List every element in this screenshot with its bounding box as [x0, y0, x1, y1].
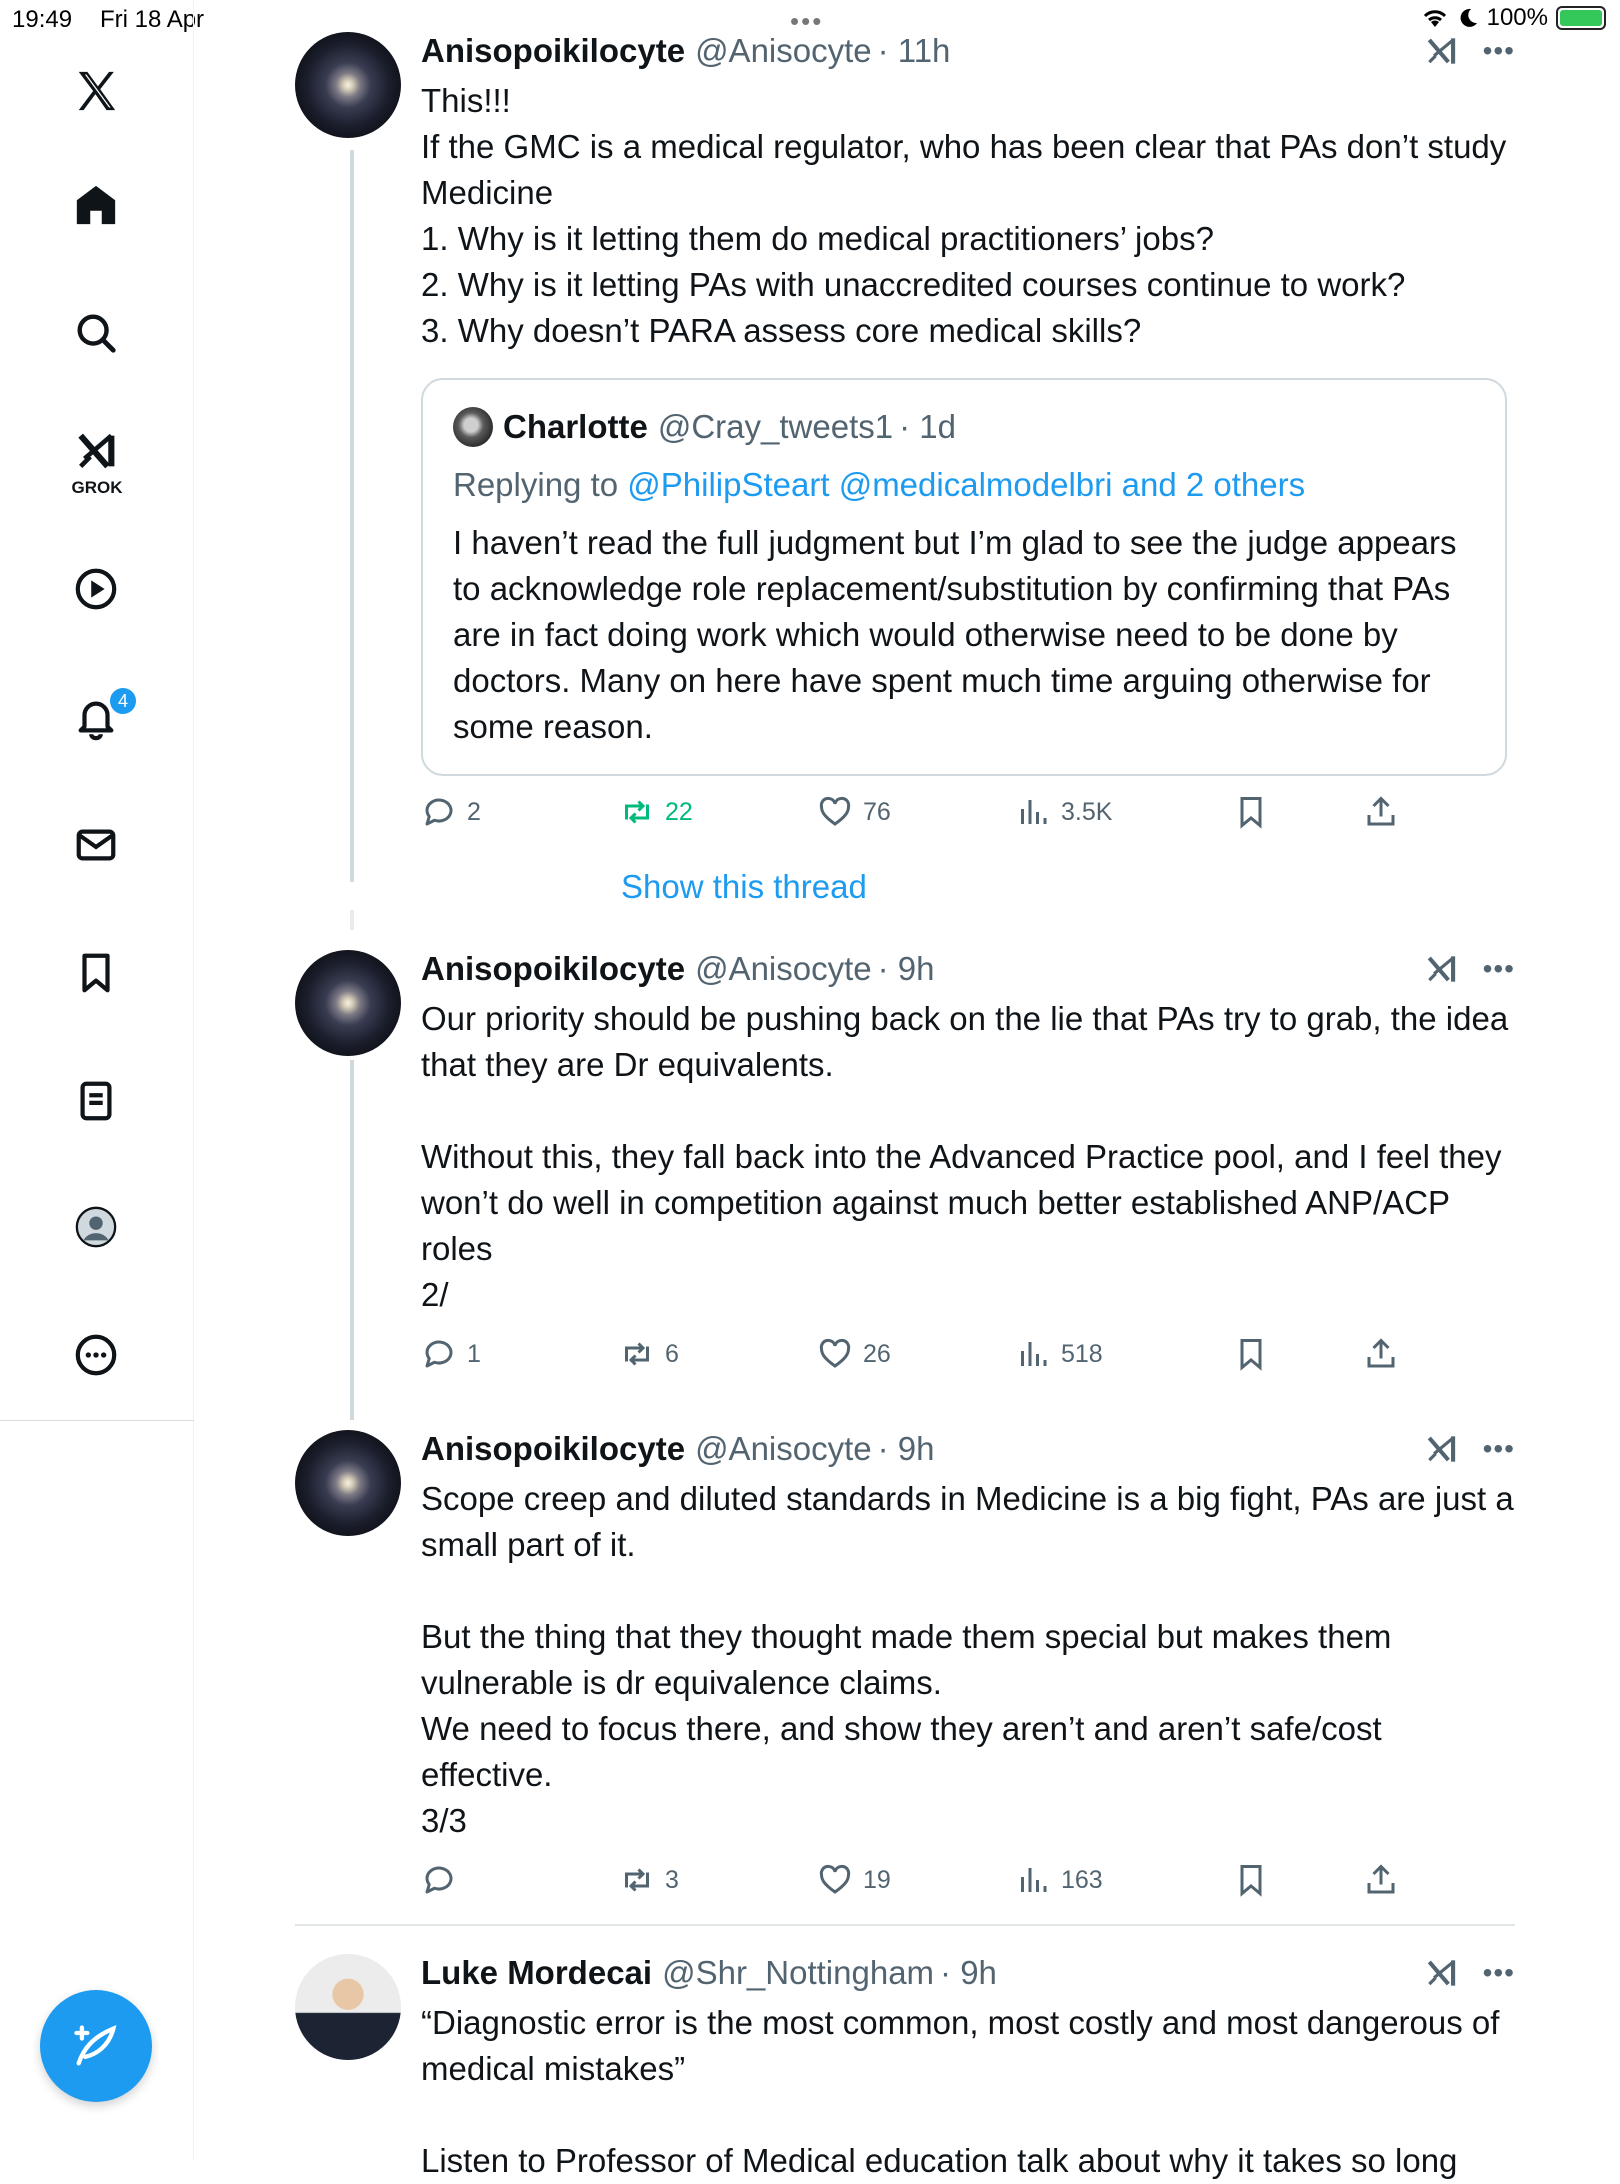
views-chart-icon	[1015, 1862, 1051, 1898]
profile-avatar-icon[interactable]	[65, 1196, 127, 1258]
timestamp[interactable]: · 9h	[877, 1430, 935, 1467]
grok-icon[interactable]	[65, 420, 127, 482]
more-options-icon[interactable]	[65, 1324, 127, 1386]
repost-button[interactable]	[619, 794, 693, 830]
author-name[interactable]: Anisopoikilocyte	[421, 32, 686, 69]
repost-icon	[619, 794, 655, 830]
repost-count: 22	[665, 797, 693, 826]
repost-icon	[619, 1336, 655, 1372]
timestamp[interactable]: · 11h	[877, 32, 951, 69]
bookmark-icon	[1233, 1336, 1269, 1372]
quoted-author-handle: @Cray_tweets1	[657, 408, 894, 445]
reply-icon	[421, 794, 457, 830]
repost-count: 3	[665, 1865, 679, 1894]
replying-to-links[interactable]: @PhilipSteart @medicalmodelbri and 2 others	[627, 466, 1306, 503]
video-play-icon[interactable]	[65, 558, 127, 620]
like-button[interactable]	[817, 1336, 891, 1372]
like-count: 76	[863, 797, 891, 826]
tweet-tools	[1423, 32, 1515, 70]
notification-badge: 4	[108, 686, 138, 716]
like-button[interactable]	[817, 1862, 891, 1898]
avatar[interactable]	[295, 1430, 401, 1536]
action-bar	[421, 1862, 1515, 1922]
author-name[interactable]: Luke Mordecai	[421, 1954, 653, 1991]
more-options-icon[interactable]: •••	[1482, 1433, 1515, 1464]
repost-count: 6	[665, 1339, 679, 1368]
quoted-text: I haven’t read the full judgment but I’m glad to see the judge appears to acknowledge role replacement/substitution by confirming that PAs are in fact doing work which would otherwise need to be done by doctors. Many on here have spent much time arguing otherwise for some reason.	[453, 524, 1457, 745]
lists-icon[interactable]	[65, 1070, 127, 1132]
like-count: 19	[863, 1865, 891, 1894]
tweet-header	[421, 1430, 1515, 1476]
timestamp[interactable]: · 9h	[940, 1954, 997, 1991]
tweet-header	[421, 950, 1515, 996]
like-count: 26	[863, 1339, 891, 1368]
author-handle[interactable]: @Anisocyte	[695, 1430, 872, 1467]
timeline-feed	[195, 0, 1620, 2179]
tweet-tools	[1423, 1430, 1515, 1468]
grok-explain-icon[interactable]	[1423, 1430, 1461, 1468]
grok-label: GROK	[71, 478, 123, 497]
bookmarks-icon[interactable]	[65, 942, 127, 1004]
bookmark-button[interactable]	[1233, 1336, 1269, 1372]
avatar[interactable]	[295, 1954, 401, 2060]
share-button[interactable]	[1363, 1862, 1399, 1898]
reply-button[interactable]	[421, 1336, 481, 1372]
views-count: 3.5K	[1061, 797, 1113, 826]
author-handle[interactable]: @Anisocyte	[695, 32, 872, 69]
tweet-text: Our priority should be pushing back on the lie that PAs try to grab, the idea that they are Dr equivalents. Without this, they fall back into the Advanced Practice pool, and I feel they won’t do well in competition against much better established ANP/ACP roles 2/	[421, 1000, 1509, 1313]
heart-icon	[817, 1862, 853, 1898]
like-button[interactable]	[817, 794, 891, 830]
heart-icon	[817, 794, 853, 830]
tweet-tools	[1423, 1954, 1515, 1992]
search-icon[interactable]	[65, 302, 127, 364]
quoted-tweet[interactable]	[421, 378, 1507, 776]
bookmark-button[interactable]	[1233, 1862, 1269, 1898]
tweet-text: This!!! If the GMC is a medical regulator, who has been clear that PAs don’t study Medicine 1. Why is it letting them do medical practitioners’ jobs? 2. Why is it letting PAs with unaccredited courses continue to work? 3. Why doesn’t PARA assess core medical skills?	[421, 82, 1507, 349]
author-name[interactable]: Anisopoikilocyte	[421, 1430, 686, 1467]
views-button[interactable]	[1015, 794, 1112, 830]
home-icon[interactable]	[65, 174, 127, 236]
sidebar	[0, 0, 194, 2160]
battery-percent: 100%	[1486, 4, 1548, 31]
author-name[interactable]: Anisopoikilocyte	[421, 950, 686, 987]
replying-to	[453, 462, 1475, 508]
share-icon	[1363, 1336, 1399, 1372]
thread-line-gap	[350, 910, 354, 930]
views-count: 518	[1061, 1339, 1103, 1368]
views-button[interactable]	[1015, 1336, 1103, 1372]
reply-count: 1	[467, 1339, 481, 1368]
grok-explain-icon[interactable]	[1423, 32, 1461, 70]
grok-explain-icon[interactable]	[1423, 1954, 1461, 1992]
bookmark-button[interactable]	[1233, 794, 1269, 830]
share-button[interactable]	[1363, 1336, 1399, 1372]
messages-envelope-icon[interactable]	[65, 814, 127, 876]
views-count: 163	[1061, 1865, 1103, 1894]
timestamp[interactable]: · 9h	[877, 950, 935, 987]
reply-button[interactable]	[421, 794, 481, 830]
more-options-icon[interactable]: •••	[1482, 35, 1515, 66]
avatar[interactable]	[295, 950, 401, 1056]
compose-feather-icon	[70, 2020, 122, 2072]
more-options-icon[interactable]: •••	[1482, 953, 1515, 984]
repost-button[interactable]	[619, 1862, 679, 1898]
author-handle[interactable]: @Anisocyte	[695, 950, 872, 987]
bookmark-icon	[1233, 1862, 1269, 1898]
thread-line	[350, 150, 354, 882]
sidebar-divider	[0, 1420, 194, 1421]
tweet-tools	[1423, 950, 1515, 988]
thread-line	[350, 1060, 354, 1420]
heart-icon	[817, 1336, 853, 1372]
repost-icon	[619, 1862, 655, 1898]
share-icon	[1363, 1862, 1399, 1898]
status-date: Fri 18 Apr	[100, 6, 205, 33]
views-chart-icon	[1015, 1336, 1051, 1372]
quoted-author-name: Charlotte	[503, 408, 648, 445]
views-chart-icon	[1015, 794, 1051, 830]
replying-to-label: Replying to	[453, 466, 628, 503]
tweet-header	[421, 32, 1515, 78]
show-this-thread-link[interactable]: Show this thread	[621, 868, 867, 905]
quoted-timestamp: · 1d	[899, 408, 956, 445]
quoted-header	[453, 404, 1475, 450]
repost-button[interactable]	[619, 1336, 679, 1372]
x-logo-icon[interactable]	[65, 60, 127, 122]
grok-explain-icon[interactable]	[1423, 950, 1461, 988]
tweet-text: Scope creep and diluted standards in Medicine is a big fight, PAs are just a small part of it. But the thing that they thought made them special but makes them vulnerable is dr equivalence claims. We need to focus there, and show they aren’t and aren’t safe/cost effective. 3/3	[421, 1480, 1514, 1839]
author-handle[interactable]: @Shr_Nottingham	[662, 1954, 935, 1991]
tweet-text: “Diagnostic error is the most common, most costly and most dangerous of medical mistakes” Listen to Professor of Medical education talk about why it takes so long	[421, 2004, 1500, 2179]
reply-count: 2	[467, 797, 481, 826]
compose-post-button[interactable]	[40, 1990, 152, 2102]
reply-icon	[421, 1336, 457, 1372]
quoted-avatar	[453, 407, 493, 447]
tweet-header	[421, 1954, 1515, 2000]
share-icon	[1363, 794, 1399, 830]
reply-icon	[421, 1862, 457, 1898]
share-button[interactable]	[1363, 794, 1399, 830]
action-bar	[421, 1336, 1515, 1396]
views-button[interactable]	[1015, 1862, 1103, 1898]
more-options-icon[interactable]: •••	[1482, 1957, 1515, 1988]
action-bar	[421, 794, 1515, 854]
status-time: 19:49	[12, 6, 73, 33]
bookmark-icon	[1233, 794, 1269, 830]
avatar[interactable]	[295, 32, 401, 138]
multitask-dots[interactable]: •••	[790, 6, 824, 36]
reply-button[interactable]	[421, 1862, 467, 1898]
tweet-divider	[295, 1924, 1515, 1926]
